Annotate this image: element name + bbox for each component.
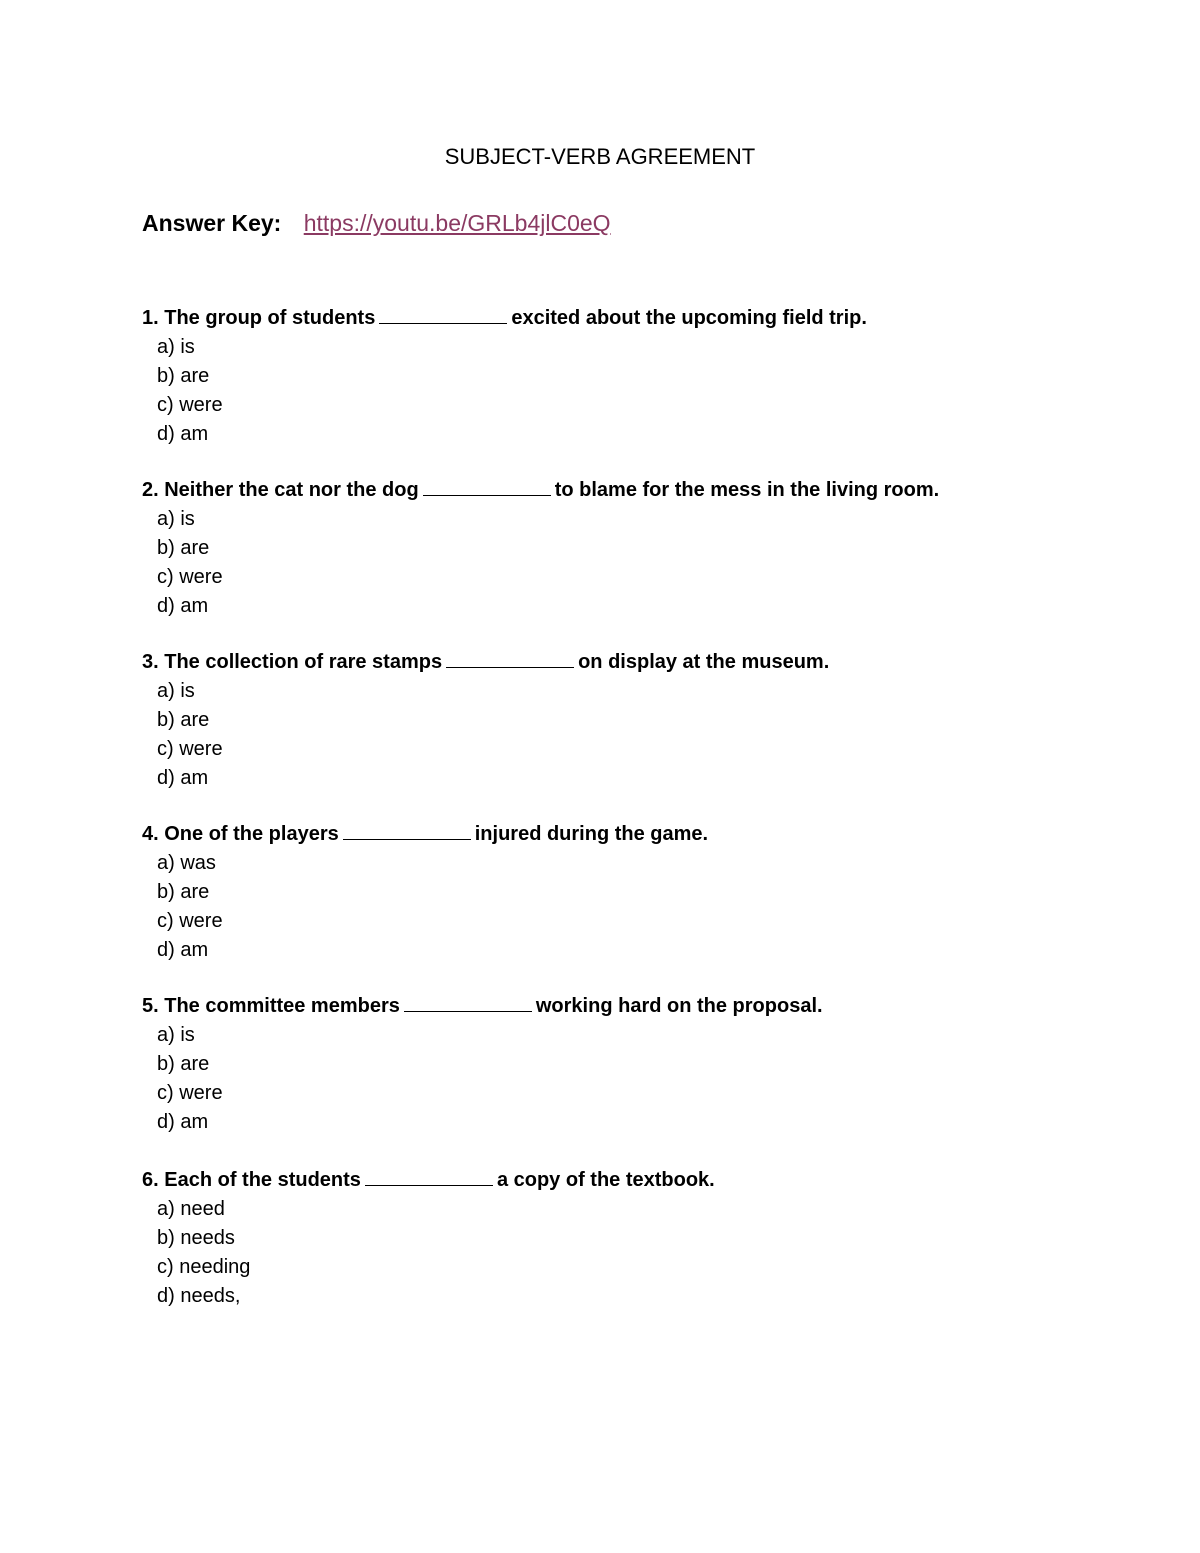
- answer-blank: [423, 477, 551, 496]
- option-d[interactable]: d) am: [157, 939, 209, 961]
- option-c[interactable]: c) were: [157, 566, 223, 588]
- option-d[interactable]: d) needs,: [157, 1285, 241, 1307]
- question-stem-before: 4. One of the players: [142, 823, 339, 845]
- option-a[interactable]: a) is: [157, 508, 195, 530]
- question-stem-after: working hard on the proposal.: [535, 995, 823, 1017]
- question-2: [142, 476, 1142, 621]
- option-c[interactable]: c) were: [157, 1082, 223, 1104]
- answer-blank: [446, 649, 574, 668]
- question-1: [142, 304, 1142, 449]
- question-stem-before: 2. Neither the cat nor the dog: [142, 479, 419, 501]
- answer-key: [142, 210, 611, 237]
- option-list: [142, 849, 1142, 965]
- option-d[interactable]: d) am: [157, 423, 209, 445]
- option-list: [142, 505, 1142, 621]
- question-stem-after: on display at the museum.: [578, 651, 830, 673]
- answer-blank: [343, 821, 471, 840]
- option-b[interactable]: b) needs: [157, 1227, 235, 1249]
- option-b[interactable]: b) are: [157, 709, 210, 731]
- question-stem-before: 3. The collection of rare stamps: [142, 651, 443, 673]
- question-stem-after: excited about the upcoming field trip.: [511, 307, 867, 329]
- question-stem-before: 6. Each of the students: [142, 1169, 361, 1191]
- question-text: [142, 992, 1142, 1021]
- answer-key-label: Answer Key:: [142, 210, 282, 236]
- option-c[interactable]: c) were: [157, 394, 223, 416]
- question-text: [142, 648, 1142, 677]
- option-c[interactable]: c) were: [157, 910, 223, 932]
- question-stem-after: a copy of the textbook.: [496, 1169, 715, 1191]
- option-a[interactable]: a) is: [157, 680, 195, 702]
- option-list: [142, 1195, 1142, 1311]
- option-c[interactable]: c) needing: [157, 1256, 251, 1278]
- question-3: [142, 648, 1142, 793]
- question-text: [142, 820, 1142, 849]
- question-stem-after: to blame for the mess in the living room.: [554, 479, 940, 501]
- question-text: [142, 304, 1142, 333]
- question-stem-before: 5. The committee members: [142, 995, 400, 1017]
- option-b[interactable]: b) are: [157, 881, 210, 903]
- question-stem-after: injured during the game.: [474, 823, 709, 845]
- option-d[interactable]: d) am: [157, 595, 209, 617]
- option-b[interactable]: b) are: [157, 537, 210, 559]
- option-d[interactable]: d) am: [157, 767, 209, 789]
- option-a[interactable]: a) need: [157, 1198, 225, 1220]
- option-list: [142, 1021, 1142, 1137]
- option-a[interactable]: a) is: [157, 336, 195, 358]
- option-b[interactable]: b) are: [157, 365, 210, 387]
- page-title: SUBJECT-VERB AGREEMENT: [444, 144, 756, 169]
- question-stem-before: 1. The group of students: [142, 307, 376, 329]
- question-5: [142, 992, 1142, 1137]
- option-c[interactable]: c) were: [157, 738, 223, 760]
- option-d[interactable]: d) am: [157, 1111, 209, 1133]
- option-b[interactable]: b) are: [157, 1053, 210, 1075]
- answer-blank: [365, 1167, 493, 1186]
- option-list: [142, 677, 1142, 793]
- option-a[interactable]: a) is: [157, 1024, 195, 1046]
- answer-blank: [404, 993, 532, 1012]
- question-text: [142, 1166, 1142, 1195]
- option-a[interactable]: a) was: [157, 852, 216, 874]
- option-list: [142, 333, 1142, 449]
- answer-blank: [379, 305, 507, 324]
- question-4: [142, 820, 1142, 965]
- question-text: [142, 476, 1142, 505]
- question-6: [142, 1166, 1142, 1311]
- answer-key-link[interactable]: https://youtu.be/GRLb4jlC0eQ: [303, 210, 611, 236]
